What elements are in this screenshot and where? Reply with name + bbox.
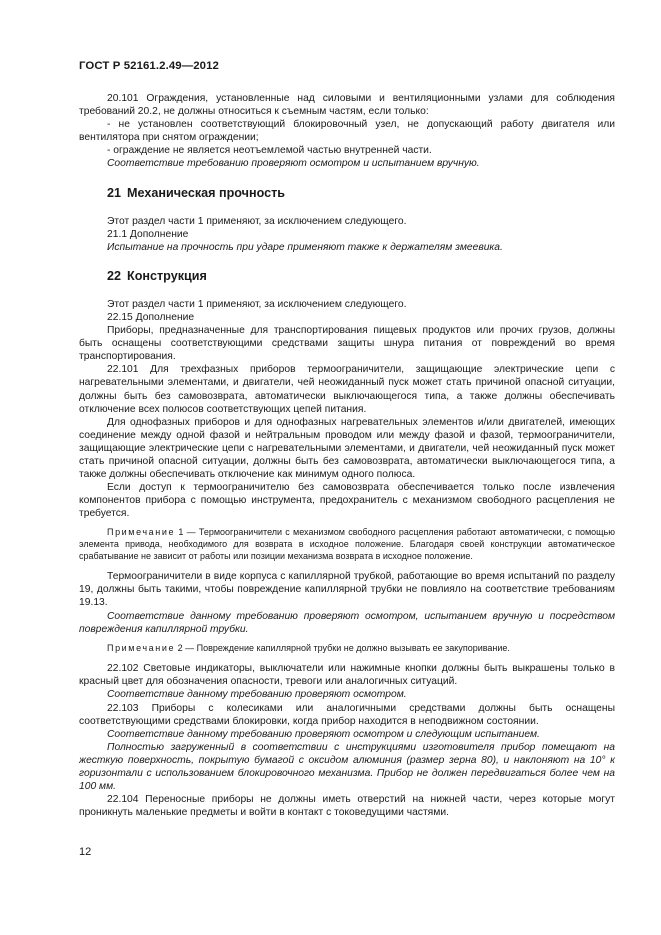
note-text: 2 — Повреждение капиллярной трубки не должно вызывать ее закупоривание. <box>175 642 510 653</box>
section-number: 21 <box>107 185 122 200</box>
note <box>79 643 615 655</box>
paragraph: 22.101 Для трехфазных приборов термоограничители, защищающие электрические цепи с нагревательными элементами, и двигатели, чей неожиданный пуск может стать причиной опасной ситуации, должны быть без самовозврата, автоматически выключающегося типа, а также должны обеспечивать отключение всех полюсов соответствующих цепей питания. <box>79 364 615 415</box>
compliance-paragraph: Полностью загруженный в соответствии с инструкциями изготовителя прибор помещают на жесткую поверхность, покрытую бумагой с оксидом алюминия (размер зерна 80), и наклоняют на 10° к горизонтали с использованием блокировочного механизма. Прибор не должен передвигаться более чем на 100 мм. <box>79 741 615 793</box>
section-title: Механическая прочность <box>127 185 286 200</box>
note <box>79 527 615 562</box>
page-number: 12 <box>79 846 92 858</box>
compliance-paragraph: Соответствие требованию проверяют осмотром и испытанием вручную. <box>107 158 480 170</box>
section-number: 22 <box>107 268 122 283</box>
compliance-paragraph: Соответствие данному требованию проверяют осмотром. <box>107 689 407 701</box>
paragraph: 22.102 Световые индикаторы, выключатели или нажимные кнопки должны быть выкрашены только в красный цвет для обозначения опасности, тревоги или аналогичных ситуаций. <box>79 663 615 688</box>
paragraph: - не установлен соответствующий блокировочный узел, не допускающий работу двигателя или вентилятора при снятом ограждении; <box>79 119 615 144</box>
paragraph: Этот раздел части 1 применяют, за исключением следующего. <box>107 215 407 227</box>
section-title: Конструкция <box>127 268 207 283</box>
paragraph: 21.1 Дополнение <box>107 228 189 240</box>
paragraph: 22.15 Дополнение <box>107 311 195 323</box>
note-label: Примечание <box>107 642 176 653</box>
document-header: ГОСТ Р 52161.2.49—2012 <box>79 60 219 72</box>
paragraph: 22.104 Переносные приборы не должны иметь отверстий на нижней части, через которые могут проникнуть маленькие предметы и войти в контакт с токоведущими частями. <box>79 794 615 819</box>
compliance-paragraph: Соответствие данному требованию проверяют осмотром и следующим испытанием. <box>107 728 540 740</box>
compliance-paragraph: Соответствие данному требованию проверяют осмотром, испытанием вручную и посредством повреждения капиллярной трубки. <box>79 610 615 635</box>
paragraph: Приборы, предназначенные для транспортирования пищевых продуктов или прочих грузов, должны быть оснащены соответствующими средствами защиты шнура питания от повреждений во время транспортирования. <box>79 325 615 363</box>
paragraph: 22.103 Приборы с колесиками или аналогичными средствами должны быть оснащены соответствующими средствами блокировки, когда прибор находится в неподвижном состоянии. <box>79 702 615 727</box>
note-label: Примечание <box>107 527 176 538</box>
paragraph: Если доступ к термоограничителю без самовозврата обеспечивается только после извлечения компонентов прибора с помощью инструмента, предохранитель с механизмом свободного расцепления не требуется. <box>79 482 615 520</box>
compliance-paragraph: Испытание на прочность при ударе применяют также к держателям змеевика. <box>107 241 503 253</box>
paragraph: Для однофазных приборов и для однофазных нагревательных элементов и/или двигателей, имеющих соединение между одной фазой и нейтральным проводом или между фазой и фазой, термоограничители, защищающие электрические цепи с нагревательными элементами, и двигатели, чей неожиданный пуск может стать причиной опасной ситуации, должны быть без самовозврата, автоматически выключающегося типа, а также должны обеспечивать отключение как минимум одного полюса. <box>79 416 615 481</box>
paragraph: - ограждение не является неотъемлемой частью внутренней части. <box>107 145 432 157</box>
paragraph: Этот раздел части 1 применяют, за исключением следующего. <box>107 298 407 310</box>
section-heading <box>107 186 615 201</box>
paragraph: 20.101 Ограждения, установленные над силовыми и вентиляционными узлами для соблюдения требований 20.2, не должны относиться к съемным частям, если только: <box>79 93 615 118</box>
paragraph: Термоограничители в виде корпуса с капиллярной трубкой, работающие во время испытаний по разделу 19, должны быть такими, чтобы повреждение капиллярной трубки не повлияло на соответствие требованиям 19.13. <box>79 571 615 609</box>
section-heading <box>107 269 615 284</box>
document-body <box>79 92 615 819</box>
note-text: 1 — Термоограничители с механизмом свободного расцепления работают автоматически, с помощью элемента привода, необходимого для возврата в исходное положение. Благодаря своей конструкции автоматическое срабатывание не зависит от работы или позиции механизма возврата в исходное положение. <box>79 527 615 561</box>
